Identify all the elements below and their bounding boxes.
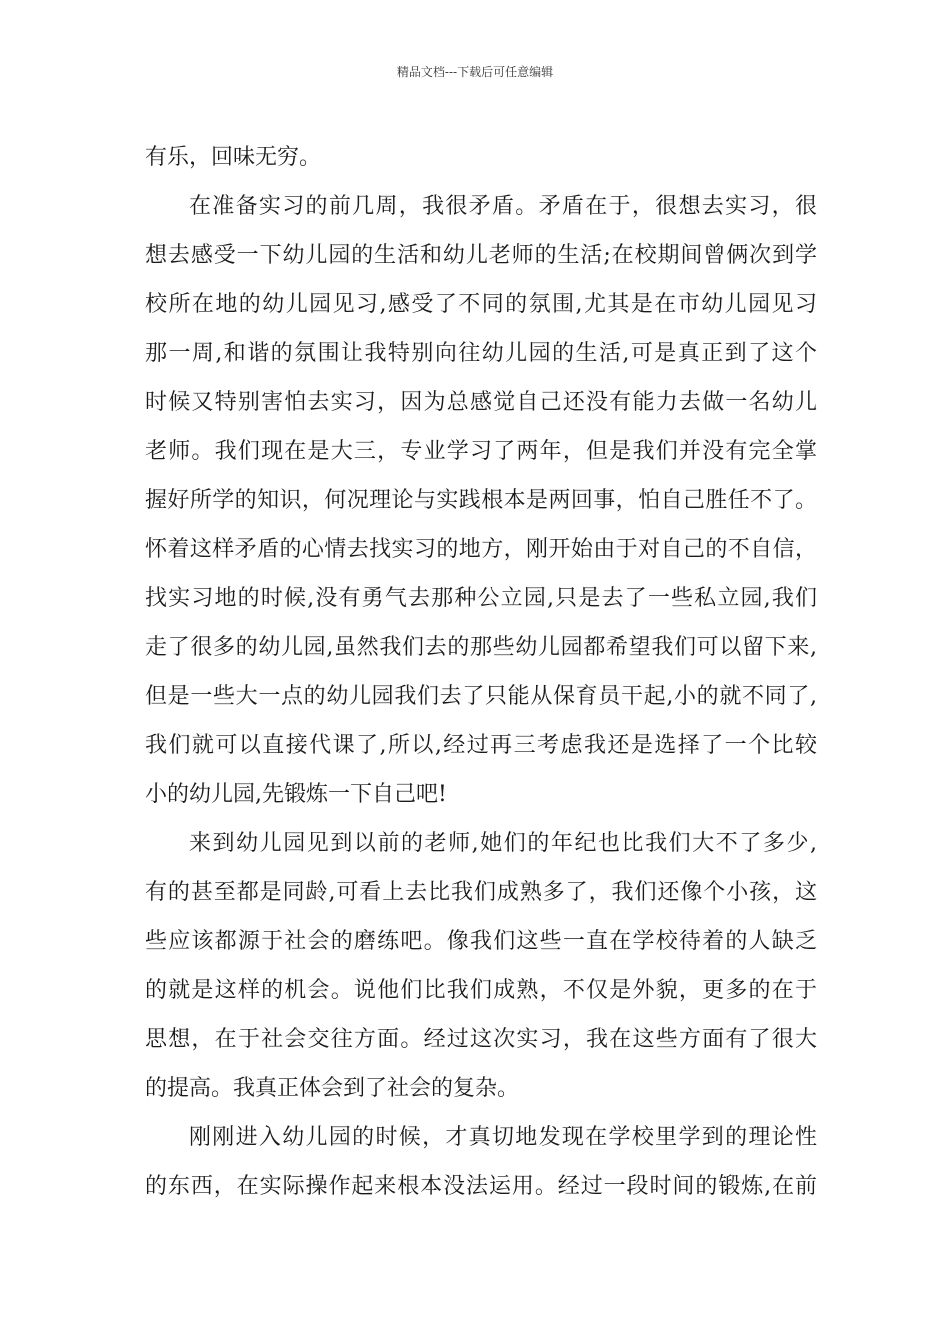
text-line: 时候又特别害怕去实习，因为总感觉自己还没有能力去做一名幼儿	[145, 390, 817, 415]
page-header: 精品文档---下载后可任意编辑	[396, 65, 554, 79]
text-line: 老师。我们现在是大三，专业学习了两年，但是我们并没有完全掌	[145, 439, 817, 464]
text-line: 有的甚至都是同龄,可看上去比我们成熟多了，我们还像个小孩，这	[145, 880, 817, 905]
text-line: 找实习地的时候,没有勇气去那种公立园,只是去了一些私立园,我们	[145, 586, 817, 611]
text-line: 来到幼儿园见到以前的老师,她们的年纪也比我们大不了多少,	[189, 831, 817, 856]
text-line: 的东西，在实际操作起来根本没法运用。经过一段时间的锻炼,在前	[145, 1174, 817, 1199]
text-line: 刚刚进入幼儿园的时候，才真切地发现在学校里学到的理论性	[189, 1125, 817, 1150]
text-line: 校所在地的幼儿园见习,感受了不同的氛围,尤其是在市幼儿园见习	[145, 292, 817, 317]
text-line: 思想，在于社会交往方面。经过这次实习，我在这些方面有了很大	[145, 1027, 817, 1052]
text-line: 有乐，回味无穷。	[145, 145, 322, 170]
text-line: 握好所学的知识，何况理论与实践根本是两回事，怕自己胜任不了。	[145, 488, 817, 513]
text-line: 些应该都源于社会的磨练吧。像我们这些一直在学校待着的人缺乏	[145, 929, 817, 954]
text-line: 的就是这样的机会。说他们比我们成熟，不仅是外貌，更多的在于	[145, 978, 817, 1003]
text-line: 小的幼儿园,先锻炼一下自己吧!	[145, 782, 447, 807]
text-line: 想去感受一下幼儿园的生活和幼儿老师的生活;在校期间曾俩次到学	[145, 243, 817, 268]
document-body	[145, 133, 817, 1211]
text-line: 的提高。我真正体会到了社会的复杂。	[145, 1076, 520, 1101]
text-line: 走了很多的幼儿园,虽然我们去的那些幼儿园都希望我们可以留下来,	[145, 635, 817, 660]
text-line: 在准备实习的前几周，我很矛盾。矛盾在于，很想去实习，很	[189, 194, 817, 219]
text-line: 怀着这样矛盾的心情去找实习的地方，刚开始由于对自己的不自信，	[145, 537, 817, 562]
text-line: 那一周,和谐的氛围让我特别向往幼儿园的生活,可是真正到了这个	[145, 341, 817, 366]
text-line: 我们就可以直接代课了,所以,经过再三考虑我还是选择了一个比较	[145, 733, 817, 758]
text-line: 但是一些大一点的幼儿园我们去了只能从保育员干起,小的就不同了,	[145, 684, 817, 709]
